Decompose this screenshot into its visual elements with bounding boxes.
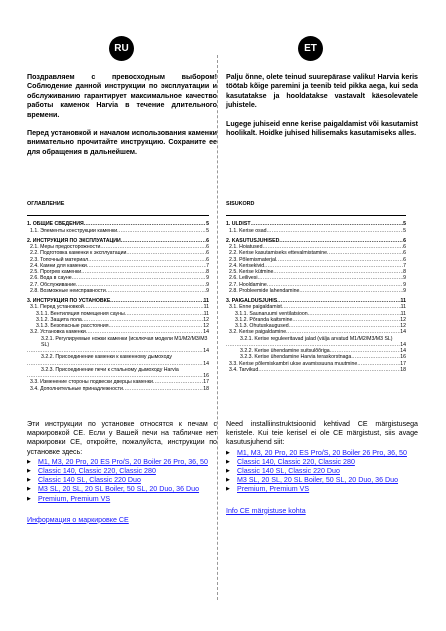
toc-page-number: 6 <box>206 250 209 257</box>
toc-entry[interactable] <box>226 228 406 234</box>
toc-entry-title: 3.2.1. Kerise reguleeritavad jalad (välja arvatud M1/M2/M3/M3 SL) <box>240 335 393 342</box>
toc-entry[interactable] <box>226 288 406 294</box>
toc-entry-title: 3. PAIGALDUSJUHIS <box>226 298 278 304</box>
toc-page-number: 7 <box>206 262 209 269</box>
toc-list <box>27 221 209 392</box>
intro-et <box>226 73 418 147</box>
toc-entry-title: 3.1.2. Põranda kaitsmine <box>235 316 293 323</box>
toc-page-number: 16 <box>400 354 406 361</box>
toc-leader-dots <box>123 386 203 392</box>
toc-entry-title: 3.1. Перед установкой <box>30 304 84 311</box>
toc-entry-title: 2.3. Топочный материал <box>30 256 89 263</box>
toc-entry[interactable] <box>27 386 209 392</box>
toc-entry-title: 3.1.3. Безопасные расстояния <box>36 323 109 329</box>
toc-entry-title: 2.4. Kerisekivid <box>229 262 265 269</box>
toc-title: ОГЛАВЛЕНИЕ <box>27 201 65 207</box>
toc-page-number: 5 <box>206 221 209 228</box>
list-item <box>226 485 418 494</box>
toc-entry-title: 3.2.3. Присоединение печи к стальному дымоходу Harvia <box>41 366 179 373</box>
toc-rule <box>226 215 406 216</box>
toc-page-number: 12 <box>400 316 406 323</box>
toc-leader-dots <box>106 288 206 294</box>
toc-page-number: 6 <box>403 237 406 244</box>
toc-entry-title: 2.5. Kerise kütmine <box>229 269 274 275</box>
models-intro: Need installiinstruktsioonid kehtivad CE märgistusega keristele. Kui teie kerisel ei ole CE märgistust, siis avage kasutusjuhend siit: <box>226 420 418 447</box>
toc-page-number: 11 <box>400 310 406 317</box>
list-item <box>27 485 217 494</box>
toc-entry[interactable] <box>27 354 209 367</box>
toc-entry-title: 1.1. Kerise osad <box>229 227 267 234</box>
toc-page-number: 9 <box>206 275 209 282</box>
toc-entry[interactable] <box>226 336 406 349</box>
models-section-et <box>226 420 418 516</box>
toc-page-number: 11 <box>203 304 209 311</box>
column-divider <box>217 55 218 600</box>
toc-entry-title: 2.1. Hoiatused <box>229 244 263 250</box>
model-link[interactable]: Classic 140, Classic 220, Classic 280 <box>237 457 355 466</box>
toc-page-number: 14 <box>400 329 406 336</box>
toc-entry[interactable] <box>27 336 209 355</box>
toc-page-number: 9 <box>403 287 406 294</box>
intro-paragraph: Palju õnne, olete teinud suurepärase valiku! Harvia keris töötab kõige paremini ja teenib teid pikka aega, kui seda kasutatakse ja hooldatakse vastavalt käesolevatele juhistele. <box>226 73 418 110</box>
toc-page-number: 5 <box>403 221 406 228</box>
toc-entry-title: 2. ИНСТРУКЦИЯ ПО ЭКСПЛУАТАЦИИ <box>27 237 121 244</box>
toc-entry-title: 3.4. Дополнительные принадлежности <box>30 385 123 392</box>
toc-page-number: 11 <box>203 298 209 304</box>
toc-entry[interactable] <box>27 288 209 294</box>
toc-page-number: 17 <box>203 379 209 386</box>
toc-page-number: 8 <box>206 269 209 275</box>
models-intro: Эти инструкции по установке относятся к печам с маркировкой CE. Если у Вашей печи на табличке нет маркировки CE, откройте, пожалуйста, инструкции по установке здесь: <box>27 420 217 456</box>
model-link[interactable]: M3 SL, 20 SL, 20 SL Boiler, 50 SL, 20 Duo, 36 Duo <box>38 485 200 494</box>
toc-entry-title: 3.1. Enne paigaldamist <box>229 304 282 311</box>
toc-entry-title: 2.8. Probleemide lahendamine <box>229 287 300 294</box>
toc-page-number: 6 <box>206 256 209 263</box>
toc-page-number: 12 <box>400 323 406 329</box>
toc-entry-title: 3.1.1. Вентиляция помещения сауны <box>36 310 125 317</box>
model-link[interactable]: M3 SL, 20 SL, 20 SL Boiler, 50 SL, 20 Duo, 36 Duo <box>237 476 399 485</box>
toc-leader-dots <box>258 367 400 373</box>
intro-paragraph: Lugege juhiseid enne kerise paigaldamist või kasutamist hoolikalt. Hoidke juhised hilisemaks kasutamiseks alles. <box>226 119 418 138</box>
language-badge-ru: RU <box>109 36 134 61</box>
toc-page-number: 9 <box>403 275 406 282</box>
toc-entry[interactable] <box>27 367 209 380</box>
toc-entry-title: 2.6. Вода в сауне <box>30 275 72 282</box>
model-link[interactable]: Premium, Premium VS <box>237 485 310 494</box>
toc-entry-title: 2.2. Kerise kasutamiseks ettevalmistamine <box>229 250 328 257</box>
toc-page-number: 11 <box>203 310 209 317</box>
ce-marking-link[interactable]: Info CE märgistuse kohta <box>226 506 306 515</box>
toc-page-number: 14 <box>203 360 209 367</box>
toc-page-number: 16 <box>203 373 209 379</box>
toc-entry-title: 3.2.1. Регулируемые ножки каменки (исключая модели M1/M2/M3/M3 SL) <box>41 335 208 348</box>
toc-entry-title: 3. ИНСТРУКЦИЯ ПО УСТАНОВКЕ <box>27 298 111 304</box>
toc-entry-title: 3.3. Kerise põlemiskambri ukse avamissuuna muutmine <box>229 360 358 367</box>
toc-entry-title: 2.5. Прогрев каменки <box>30 269 82 275</box>
model-link[interactable]: M1, M3, 20 Pro, 20 ES Pro/S, 20 Boiler 26 Pro, 36, 50 <box>237 448 407 457</box>
toc-entry-title: 3.4. Tarvikud <box>229 366 259 373</box>
toc-list <box>226 221 406 373</box>
toc-page-number: 14 <box>203 329 209 336</box>
models-section-ru <box>27 420 217 525</box>
toc-page-number: 12 <box>203 323 209 329</box>
toc-page-number: 8 <box>403 269 406 275</box>
toc-entry-title: 3.2.3. Kerise ühendamine Harvia teraskorstnaga <box>240 354 352 361</box>
toc-entry-title: 2.3. Põlemismaterjal <box>229 256 276 263</box>
model-link[interactable]: Premium, Premium VS <box>38 494 111 503</box>
toc-entry-title: 2.1. Меры предосторожности <box>30 244 101 250</box>
list-item <box>226 449 418 458</box>
toc-entry-title: 2.4. Камни для каменки <box>30 262 87 269</box>
toc-leader-dots <box>117 228 206 234</box>
toc-entry[interactable] <box>226 367 406 373</box>
model-link[interactable]: Classic 140 SL, Classic 220 Duo <box>38 476 141 485</box>
toc-entry-title: 1. ОБЩИЕ СВЕДЕНИЯ <box>27 221 84 228</box>
model-link[interactable]: Classic 140 SL, Classic 220 Duo <box>237 467 340 476</box>
toc-page-number: 7 <box>403 262 406 269</box>
toc-leader-dots <box>299 288 403 294</box>
list-item <box>226 458 418 467</box>
toc-leader-dots <box>267 228 404 234</box>
toc-entry-title: 3.1.2. Защита пола <box>36 316 82 323</box>
ce-marking-link[interactable]: Информация о маркировке CE <box>27 515 129 524</box>
intro-paragraph: Поздравляем с превосходным выбором! Соблюдение данной инструкции по эксплуатации и обслуживанию гарантирует максимальное качество работы каменок Harvia в течение длительного времени. <box>27 73 217 119</box>
toc-entry-title: 2.7. Обслуживание <box>30 281 76 288</box>
toc-entry-title: 2.8. Возможные неисправности <box>30 287 106 294</box>
toc-page-number: 9 <box>206 281 209 288</box>
toc-entry-title: 2.6. Leilivesi <box>229 275 258 282</box>
models-list <box>27 458 217 504</box>
list-item <box>226 476 418 485</box>
models-list <box>226 449 418 495</box>
toc-entry-title: 1.1. Элементы конструкции каменки <box>30 227 118 234</box>
toc-page-number: 14 <box>400 348 406 354</box>
toc-page-number: 17 <box>400 360 406 367</box>
list-item <box>226 467 418 476</box>
toc-page-number: 9 <box>403 281 406 288</box>
toc-entry[interactable] <box>27 228 209 234</box>
list-item <box>27 458 217 467</box>
table-of-contents-ru <box>27 201 209 392</box>
table-of-contents-et <box>226 201 406 373</box>
toc-entry-title: 3.2.2. Kerise ühendamine suitsulõõriga <box>240 348 330 354</box>
toc-page-number: 6 <box>403 244 406 250</box>
toc-entry-title: 3.2.2. Присоединение каменки к каменному дымоходу <box>41 354 172 361</box>
toc-entry-title: 2. KASUTUSJUHISED <box>226 237 280 244</box>
toc-page-number: 5 <box>206 227 209 234</box>
toc-page-number: 6 <box>403 256 406 263</box>
intro-ru <box>27 73 217 166</box>
toc-entry-title: 3.1.1. Saunaruumi ventilatsioon <box>235 310 308 317</box>
list-item <box>27 476 217 485</box>
toc-page-number: 6 <box>206 244 209 250</box>
toc-page-number: 14 <box>400 341 406 348</box>
toc-rule <box>27 215 209 216</box>
toc-entry-title: 2.2. Подготовка каменки к эксплуатации <box>30 250 127 257</box>
toc-page-number: 6 <box>403 250 406 257</box>
list-item <box>27 467 217 476</box>
toc-page-number: 11 <box>400 304 406 311</box>
toc-page-number: 11 <box>400 298 406 304</box>
toc-page-number: 6 <box>206 237 209 244</box>
toc-entry-title: 3.1.3. Ohutuskaugused <box>235 323 289 329</box>
toc-page-number: 9 <box>206 287 209 294</box>
toc-page-number: 18 <box>400 366 406 373</box>
toc-page-number: 18 <box>203 385 209 392</box>
intro-paragraph: Перед установкой и началом использования каменки внимательно прочитайте инструкцию. Сохраните ее для обращения в дальнейшем. <box>27 129 217 156</box>
model-link[interactable]: M1, M3, 20 Pro, 20 ES Pro/S, 20 Boiler 26 Pro, 36, 50 <box>38 457 208 466</box>
toc-entry-title: 2.7. Hooldamine <box>229 281 267 288</box>
list-item <box>27 495 217 504</box>
toc-entry-title: 3.2. Установка каменки <box>30 329 86 336</box>
toc-entry-title: 3.3. Изменение стороны подвески дверцы каменки <box>30 379 153 386</box>
language-badge-et: ET <box>298 36 323 61</box>
toc-title: SISUKORD <box>226 201 255 207</box>
model-link[interactable]: Classic 140, Classic 220, Classic 280 <box>38 467 156 476</box>
toc-page-number: 5 <box>403 227 406 234</box>
toc-page-number: 12 <box>203 316 209 323</box>
toc-entry-title: 3.2. Kerise paigaldamine <box>229 329 287 336</box>
toc-entry-title: 1. ÜLDIST <box>226 221 251 228</box>
toc-page-number: 14 <box>203 348 209 354</box>
